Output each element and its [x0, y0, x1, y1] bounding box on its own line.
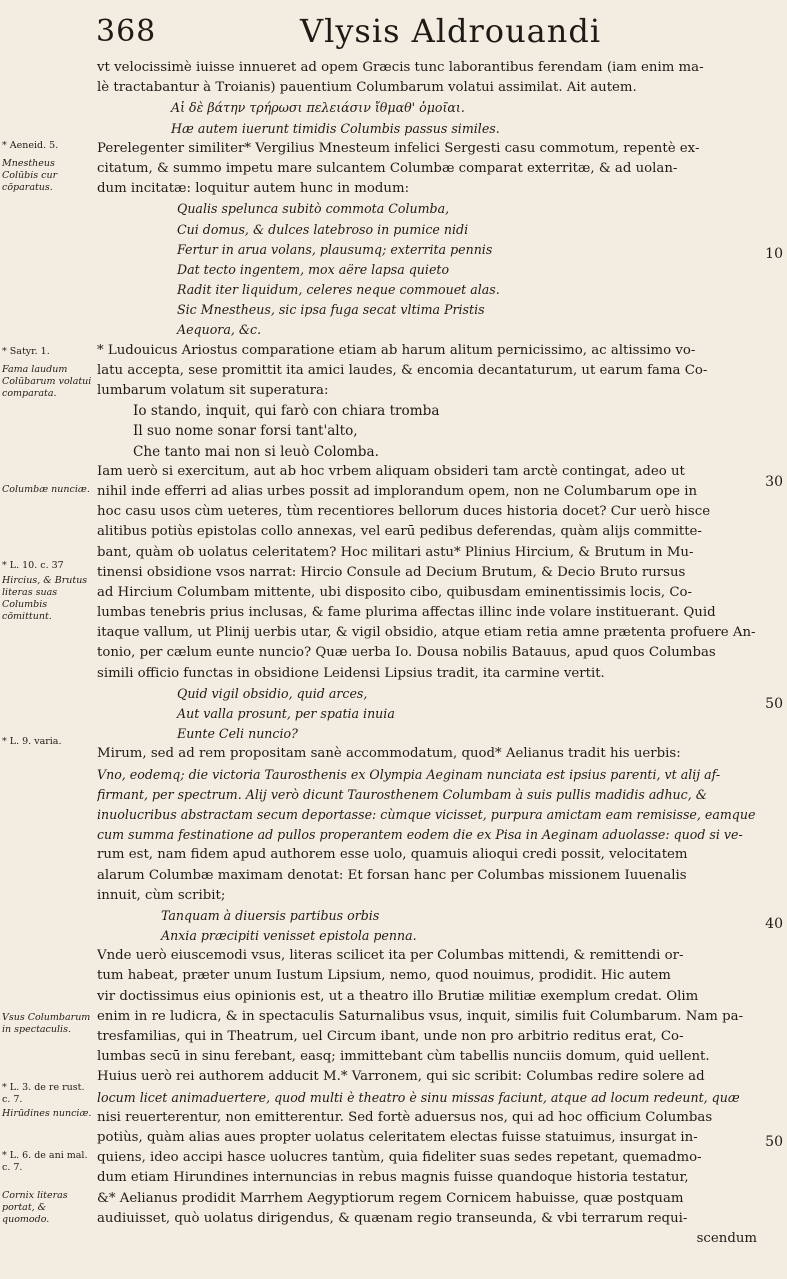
page-number: 368: [96, 14, 157, 49]
verse-line: Radit iter liquidum, celeres neque commouet alas.: [177, 282, 500, 298]
text-line: &* Aelianus prodidit Marrhem Aegyptiorum regem Cornicem habuisse, quæ postquam: [97, 1190, 684, 1206]
line-number: 30: [765, 474, 783, 490]
text-line: audiuisset, quò uolatus dirigendus, & quænam regio transeunda, & vbi terrarum requi-: [97, 1210, 688, 1226]
margin-note: Hircius, & Brutus literas suas Columbis cōmittunt.: [2, 575, 88, 622]
verse-line: Sic Mnestheus, sic ipsa fuga secat vltima Pristis: [177, 302, 485, 318]
text-line: enim in re ludicra, & in spectaculis Saturnalibus vsus, inquit, similis fuit Columbarum. Nam pa-: [97, 1008, 744, 1024]
quote-line: locum licet animaduertere, quod multi è theatro è sinu missas faciunt, atque ad locum redeunt, quæ: [97, 1089, 740, 1105]
verse-line: Aequora, &c.: [177, 322, 262, 338]
text-line: alitibus potiùs epistolas collo annexas, vel earū pedibus deferendas, quàm alijs committe-: [97, 524, 702, 540]
quote-line: Vno, eodemq; die victoria Taurosthenis ex Olympia Aeginam nunciata est ipsius parenti, vt alij af-: [97, 766, 721, 782]
text-line: Huius uerò rei authorem adducit M.* Varronem, qui sic scribit: Columbas redire solere ad: [97, 1069, 705, 1085]
text-line: tonio, per cælum eunte nuncio? Quæ uerba Io. Dousa nobilis Batauus, apud quos Columbas: [97, 645, 716, 661]
text-line: simili officio functas in obsidione Leidensi Lipsius tradit, ita carmine vertit.: [97, 665, 605, 681]
text-line: dum etiam Hirundines internuncias in rebus magnis fuisse quandoque historia testatur,: [97, 1170, 689, 1186]
text-line: lè tractabantur à Troianis) pauentium Columbarum volatui assimilat. Ait autem.: [97, 80, 637, 96]
italian-verse-line: Il suo nome sonar forsi tant'alto,: [133, 423, 358, 440]
text-line: tum habeat, præter unum Iustum Lipsium, nemo, quod nouimus, prodidit. Hic autem: [97, 968, 671, 984]
margin-note: Hirūdines nunciæ.: [2, 1108, 92, 1119]
text-line: tresfamilias, qui in Theatrum, uel Circum ibant, unde non pro arbitrio reditus erat, Co-: [97, 1029, 684, 1044]
margin-note: * L. 10. c. 37: [2, 560, 64, 571]
margin-note: * L. 3. de re rust. c. 7.: [2, 1082, 85, 1105]
quote-line: cum summa festinatione ad pullos properantem eodem die ex Pisa in Aeginam aduolasse: quod si ve-: [97, 827, 743, 843]
text-line: lumbas tenebris prius inclusas, & fame plurima affectas illinc inde volare instituerant. Quid: [97, 605, 716, 621]
margin-note: Fama laudum Colūbarum volatui comparata.: [2, 364, 92, 399]
text-line: Iam uerò si exercitum, aut ab hoc vrbem aliquam obsideri tam arctè contingat, adeo ut: [97, 463, 685, 479]
verse-line: Dat tecto ingentem, mox aëre lapsa quieto: [177, 261, 450, 277]
verse-line: Tanquam à diuersis partibus orbis: [161, 907, 380, 923]
body-text: [97, 58, 767, 1249]
translation-line: Hæ autem iuerunt timidis Columbis passus similes.: [171, 120, 500, 136]
text-line: dum incitatæ: loquitur autem hunc in modum:: [97, 181, 410, 197]
running-head: Vlysis Aldrouandi: [300, 12, 602, 50]
text-line: ad Hircium Columbam mittente, ubi disposito cibo, quibusdam eminentissimis locis, Co-: [97, 584, 693, 600]
left-margin-notes: [2, 0, 94, 1279]
quote-line: inuolucribus abstractam secum deportasse: cùmque vicisset, purpura amictam eam remisisse, eamque: [97, 806, 756, 822]
verse-line: Eunte Celi nuncio?: [177, 726, 298, 742]
catchword: scendum: [696, 1230, 757, 1246]
text-line: lumbarum volatum sit superatura:: [97, 383, 329, 398]
italian-verse-line: Che tanto mai non si leuò Colomba.: [133, 443, 379, 460]
verse-line: Anxia præcipiti venisset epistola penna.: [161, 928, 417, 944]
text-line: itaque vallum, ut Plinij uerbis utar, & vigil obsidio, atque etiam retia amne prætenta profuere An-: [97, 625, 756, 641]
line-number: 40: [765, 916, 783, 932]
text-line: potiùs, quàm alias aues propter uolatus celeritatem electas fuisse statuimus, insurgat in-: [97, 1129, 698, 1145]
margin-note: * L. 9. varia.: [2, 736, 62, 747]
text-line: tinensi obsidione vsos narrat: Hircio Consule ad Decium Brutum, & Decio Bruto rursus: [97, 564, 686, 580]
line-number: 50: [765, 1134, 783, 1150]
text-line: vt velocissimè iuisse innueret ad opem Græcis tunc laborantibus ferendam (iam enim ma-: [97, 60, 704, 75]
text-line: * Ludouicus Ariostus comparatione etiam ab harum alitum pernicissimo, ac altissimo vo-: [97, 342, 696, 358]
margin-note: Columbæ nunciæ.: [2, 484, 90, 495]
text-line: bant, quàm ob uolatus celeritatem? Hoc militari astu* Plinius Hircium, & Brutum in Mu-: [97, 544, 694, 560]
page-header: [0, 8, 787, 58]
margin-note: * L. 6. de ani mal. c. 7.: [2, 1150, 88, 1173]
greek-quote-line: Αἱ δὲ βάτην τρήρωσι πελειάσιν ἴθμαθ' ὁμοῖαι.: [171, 100, 465, 116]
margin-note: Vsus Columbarum in spectaculis.: [2, 1012, 91, 1035]
text-line: citatum, & summo impetu mare sulcantem Columbæ comparat exterritæ, & ad uolan-: [97, 160, 678, 176]
text-line: rum est, nam fidem apud authorem esse uolo, quamuis alioqui credi possit, velocitatem: [97, 847, 688, 863]
verse-line: Quid vigil obsidio, quid arces,: [177, 685, 368, 701]
verse-line: Fertur in arua volans, plausumq; exterrita pennis: [177, 241, 493, 257]
text-line: lumbas secū in sinu ferebant, easq; immittebant cùm tabellis nunciis domum, quid uellent.: [97, 1049, 710, 1065]
text-line: Perelegenter similiter* Vergilius Mnesteum infelici Sergesti casu commotum, repentè ex-: [97, 140, 700, 156]
text-line: latu accepta, sese promittit ita amici laudes, & encomia decantaturum, ut earum fama Co-: [97, 362, 708, 378]
text-line: quiens, ideo accipi hasce uolucres tantùm, quia fideliter suas sedes repetant, quemadmo-: [97, 1150, 702, 1166]
text-line: vir doctissimus eius opinionis est, ut a theatro illo Brutiæ militiæ exemplum credat. Olim: [97, 988, 699, 1004]
margin-note: * Aeneid. 5.: [2, 140, 59, 151]
text-line: nisi reuerterentur, non emitterentur. Sed fortè aduersus nos, qui ad hoc officium Columbas: [97, 1109, 713, 1125]
margin-note: Cornix literas portat, & quomodo.: [2, 1190, 68, 1225]
margin-note: * Satyr. 1.: [2, 346, 50, 357]
italian-verse-line: Io stando, inquit, qui farò con chiara tromba: [133, 403, 440, 420]
quote-line: firmant, per spectrum. Alij verò dicunt Taurosthenem Columbam à suis pullis madidis adhuc, &: [97, 786, 707, 802]
text-line: innuit, cùm scribit;: [97, 887, 226, 903]
text-line: Vnde uerò eiuscemodi vsus, literas scilicet ita per Columbas mittendi, & remittendi or-: [97, 948, 684, 964]
verse-line: Cui domus, & dulces latebroso in pumice nidi: [177, 221, 469, 237]
verse-line: Aut valla prosunt, per spatia inuia: [177, 706, 395, 721]
line-number: 10: [765, 246, 783, 262]
margin-note: Mnestheus Colūbis cur cōparatus.: [2, 158, 58, 193]
verse-line: Qualis spelunca subitò commota Columba,: [177, 201, 450, 217]
line-number: 50: [765, 696, 783, 712]
text-line: Mirum, sed ad rem propositam sanè accommodatum, quod* Aelianus tradit his uerbis:: [97, 746, 681, 762]
text-line: hoc casu usos cùm ueteres, tùm recentiores bellorum duces historia docet? Cur uerò hisce: [97, 504, 711, 520]
text-line: alarum Columbæ maximam denotat: Et forsan hanc per Columbas missionem Iuuenalis: [97, 867, 687, 883]
text-line: nihil inde efferri ad alias urbes possit ad implorandum opem, non ne Columbarum ope in: [97, 483, 698, 499]
